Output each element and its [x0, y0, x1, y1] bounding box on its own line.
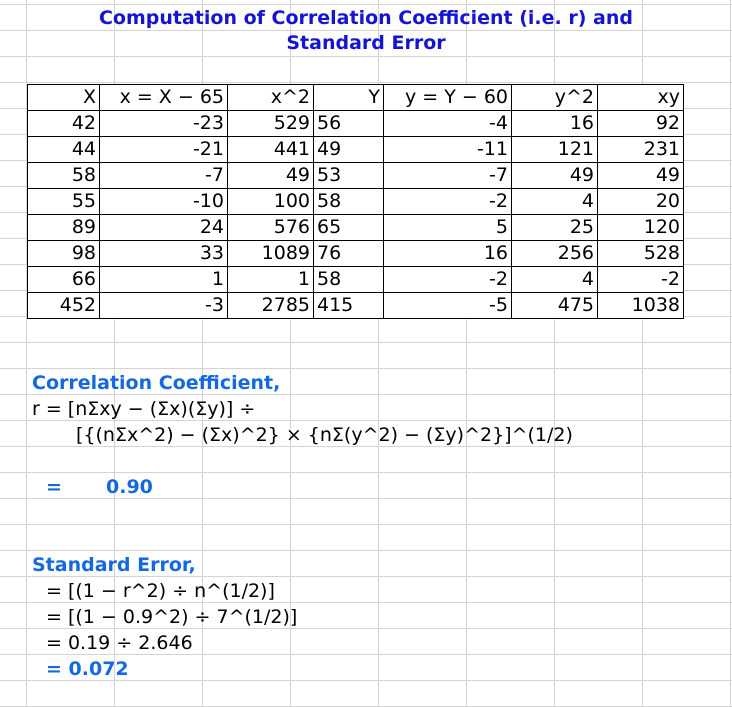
- title-line-1: Computation of Correlation Coefficient (i.e. r) and: [98, 7, 633, 29]
- table-cell: 5: [384, 215, 512, 241]
- table-cell: 65: [314, 215, 384, 241]
- correlation-heading: Correlation Coefficient,: [32, 372, 281, 394]
- table-cell: 529: [228, 111, 314, 137]
- table-cell: 42: [28, 111, 100, 137]
- table-row: [28, 137, 684, 163]
- table-cell: 256: [512, 241, 598, 267]
- table-cell: -2: [384, 267, 512, 293]
- table-cell: 66: [28, 267, 100, 293]
- standard-error-result: = 0.072: [46, 658, 129, 680]
- table-cell: 2785: [228, 293, 314, 319]
- table-cell: 49: [512, 163, 598, 189]
- standard-error-line-2: = [(1 − 0.9^2) ÷ 7^(1/2)]: [46, 606, 298, 628]
- table-row: [28, 215, 684, 241]
- table-cell: -7: [384, 163, 512, 189]
- table-cell: 415: [314, 293, 384, 319]
- table-cell: 452: [28, 293, 100, 319]
- table-cell: 16: [384, 241, 512, 267]
- table-row: [28, 163, 684, 189]
- table-cell: 4: [512, 189, 598, 215]
- page-title: [0, 6, 732, 56]
- table-cell: 1089: [228, 241, 314, 267]
- header-y-deviation: y = Y − 60: [384, 85, 512, 111]
- table-header-row: [28, 85, 684, 111]
- table-cell: 121: [512, 137, 598, 163]
- header-y-squared: y^2: [512, 85, 598, 111]
- table-row: [28, 267, 684, 293]
- table-cell: 92: [598, 111, 684, 137]
- table-cell: 33: [100, 241, 228, 267]
- table-cell: 120: [598, 215, 684, 241]
- table-cell: 4: [512, 267, 598, 293]
- table-cell: -23: [100, 111, 228, 137]
- table-cell: 49: [314, 137, 384, 163]
- header-x: X: [28, 85, 100, 111]
- table-cell: 1: [228, 267, 314, 293]
- table-cell: 1: [100, 267, 228, 293]
- correlation-formula-line-2: [{(nΣx^2) − (Σx)^2} × {nΣ(y^2) − (Σy)^2}]^(1/2): [76, 424, 573, 446]
- computation-table: [27, 84, 684, 319]
- table-cell: 20: [598, 189, 684, 215]
- table-row-totals: [28, 293, 684, 319]
- table-cell: -5: [384, 293, 512, 319]
- table-cell: 58: [314, 189, 384, 215]
- table-cell: -11: [384, 137, 512, 163]
- table-cell: 441: [228, 137, 314, 163]
- table-cell: -21: [100, 137, 228, 163]
- header-xy: xy: [598, 85, 684, 111]
- table-cell: 100: [228, 189, 314, 215]
- standard-error-heading: Standard Error,: [32, 554, 196, 576]
- table-cell: -2: [384, 189, 512, 215]
- table-cell: 49: [228, 163, 314, 189]
- correlation-formula-line-1: r = [nΣxy − (Σx)(Σy)] ÷: [32, 398, 256, 420]
- correlation-equals-sign: =: [46, 476, 62, 498]
- table-cell: 44: [28, 137, 100, 163]
- table-cell: -4: [384, 111, 512, 137]
- table-cell: 1038: [598, 293, 684, 319]
- table-cell: -7: [100, 163, 228, 189]
- correlation-result: 0.90: [106, 476, 153, 498]
- table-cell: -3: [100, 293, 228, 319]
- table-row: [28, 111, 684, 137]
- table-cell: 475: [512, 293, 598, 319]
- table-cell: 231: [598, 137, 684, 163]
- table-row: [28, 241, 684, 267]
- table-cell: 55: [28, 189, 100, 215]
- table-cell: -2: [598, 267, 684, 293]
- table-cell: 25: [512, 215, 598, 241]
- table-cell: 24: [100, 215, 228, 241]
- table-cell: 76: [314, 241, 384, 267]
- table-cell: 98: [28, 241, 100, 267]
- header-x-squared: x^2: [228, 85, 314, 111]
- header-y: Y: [314, 85, 384, 111]
- table-cell: 528: [598, 241, 684, 267]
- title-line-2: Standard Error: [286, 32, 446, 54]
- table-row: [28, 189, 684, 215]
- table-cell: 53: [314, 163, 384, 189]
- table-cell: 89: [28, 215, 100, 241]
- table-cell: 56: [314, 111, 384, 137]
- header-x-deviation: x = X − 65: [100, 85, 228, 111]
- standard-error-line-3: = 0.19 ÷ 2.646: [46, 632, 193, 654]
- table-cell: -10: [100, 189, 228, 215]
- standard-error-line-1: = [(1 − r^2) ÷ n^(1/2)]: [46, 580, 275, 602]
- table-cell: 58: [28, 163, 100, 189]
- table-cell: 49: [598, 163, 684, 189]
- table-cell: 16: [512, 111, 598, 137]
- table-cell: 576: [228, 215, 314, 241]
- table-cell: 58: [314, 267, 384, 293]
